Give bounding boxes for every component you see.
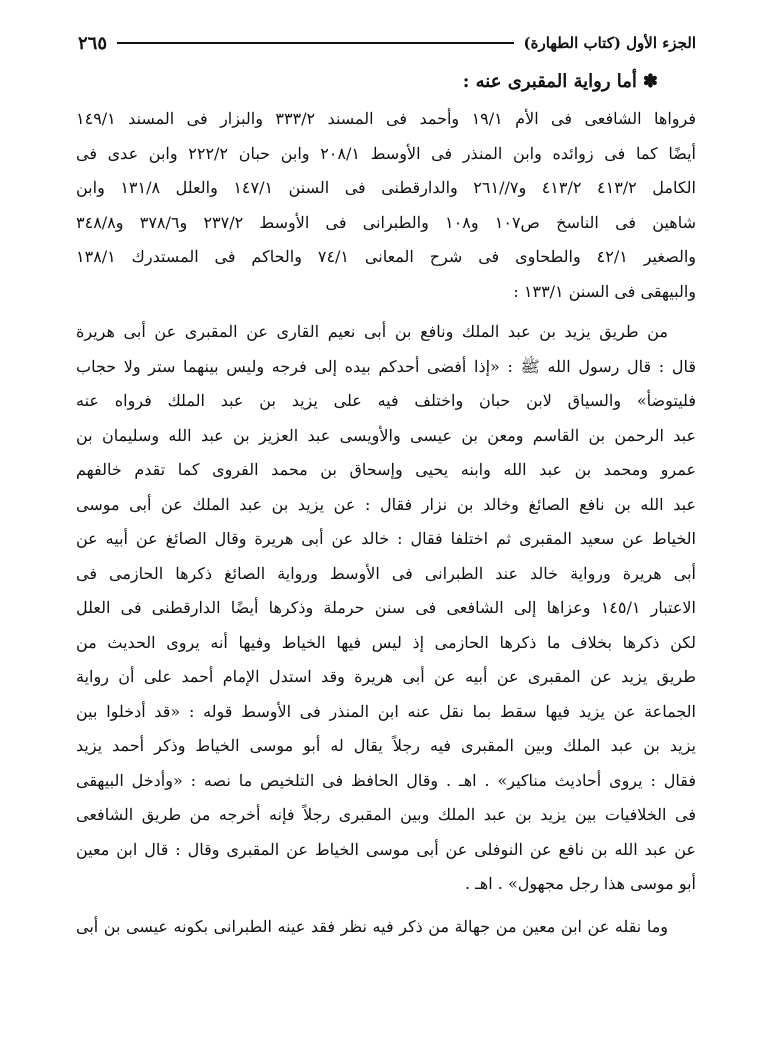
text-line: من طريق يزيد بن عبد الملك ونافع بن أبى نعيم القارى عن المقبرى عن أبى هريرة [76,322,668,341]
text-line: فليتوضأ» والسياق لابن حبان واختلف فيه على يزيد بن عبد الملك فرواه عنه [76,391,696,410]
text-line: الخياط عن سعيد المقبرى ثم اختلفا فقال : خالد عن أبى هريرة وقال الصائغ عن أبيه عن [76,529,696,548]
text-line: عبد الرحمن بن القاسم ومعن بن عيسى والأويسى عبد العزيز بن عبد الله وسليمان بن [76,425,696,445]
text-line: أيضًا كما فى زوائده وابن المنذر فى الأوسط ٢٠٨/١ وابن حبان ٢٢٢/٢ وابن عدى فى [76,143,696,163]
text-line: فى الخلافيات بين يزيد بن عبد الملك وبين المقبرى رجلاً فإنه أخرجه من طريق الشافعى [76,805,696,824]
section-heading-text: أما رواية المقبرى عنه : [462,71,637,92]
header-rule [117,42,514,44]
text-line: عمرو ومحمد بن عبد الله وابنه يحيى وإسحاق بن محمد الفروى كما تقدم خالفهم [76,460,696,479]
text-line: الكامل ٤١٣/٢ ٤١٣/٢ و٧//٢٦١ والدارقطنى فى السنن ١٤٧/١ والعلل ١٣١/٨ وابن [76,178,696,197]
paragraph-chain [76,315,696,902]
running-head: الجزء الأول (كتاب الطهارة) [523,34,696,52]
page-number: ٢٦٥ [78,32,108,54]
paragraph-note [76,910,696,945]
text-line: شاهين فى الناسخ ص١٠٧ و١٠٨ والطبرانى فى الأوسط ٢٣٧/٢ و٣٧٨/٦ و٣٤٨/٨ [76,212,696,232]
text-line: لكن ذكرها بخلاف ما ذكرها الحازمى إذ ليس فيها الخياط وفيها أنه يروى الحديث من [76,632,696,652]
text-line: طريق يزيد عن المقبرى عن أبيه عن أبى هريرة وقد استدل الإمام أحمد على أن رواية [76,667,696,686]
star-icon: ✽ [642,71,658,92]
body-text [76,64,696,944]
text-line: الاعتبار ١٤٥/١ وعزاها إلى الشافعى فى سنن حرملة وذكرها أيضًا الدارقطنى فى العلل [76,598,696,617]
section-heading [76,64,696,100]
paragraph-sources [76,102,696,309]
text-line: قال : قال رسول الله ﷺ : «إذا أفضى أحدكم بيده إلى فرجه وليس بينهما ستر ولا حجاب [76,356,696,376]
text-line: يزيد بن عبد الملك وبين المقبرى فيه رجلاً يقال له أبو موسى الخياط وذكر أحمد يزيد [76,736,696,755]
text-line: عبد الله بن نافع الصائغ وخالد بن نزار فقال : عن يزيد بن عبد الملك عن أبى موسى [76,494,696,514]
text-line: والبيهقى فى السنن ١٣٣/١ : [513,281,696,301]
text-line: أبى هريرة ورواية خالد عند الطبرانى فى الأوسط ورواية الصائغ ذكرها الحازمى فى [76,563,696,583]
text-line: وما نقله عن ابن معين من جهالة من ذكر فيه نظر فقد عينه الطبرانى بكونه عيسى بن أبى [76,916,668,936]
page-header [78,30,696,56]
text-line: فرواها الشافعى فى الأم ١٩/١ وأحمد فى المسند ٣٣٣/٢ والبزار فى المسند ١٤٩/١ [76,109,696,128]
text-line: الجماعة عن يزيد فيها سقط بما نقل عنه ابن المنذر فى الأوسط قوله : «قد أدخلوا بين [76,701,696,721]
text-line: والصغير ٤٢/١ والطحاوى فى شرح المعانى ٧٤/١ والحاكم فى المستدرك ١٣٨/١ [76,247,696,266]
text-line: أبو موسى هذا رجل مجهول» . اهـ . [464,874,696,893]
text-line: عن عبد الله بن نافع عن النوفلى عن أبى موسى الخياط عن المقبرى وقال : قال ابن معين [76,839,696,859]
text-line: فقال : يروى أحاديث مناكير» . اهـ . وقال الحافظ فى التلخيص ما نصه : «وأدخل البيهقى [76,770,696,790]
